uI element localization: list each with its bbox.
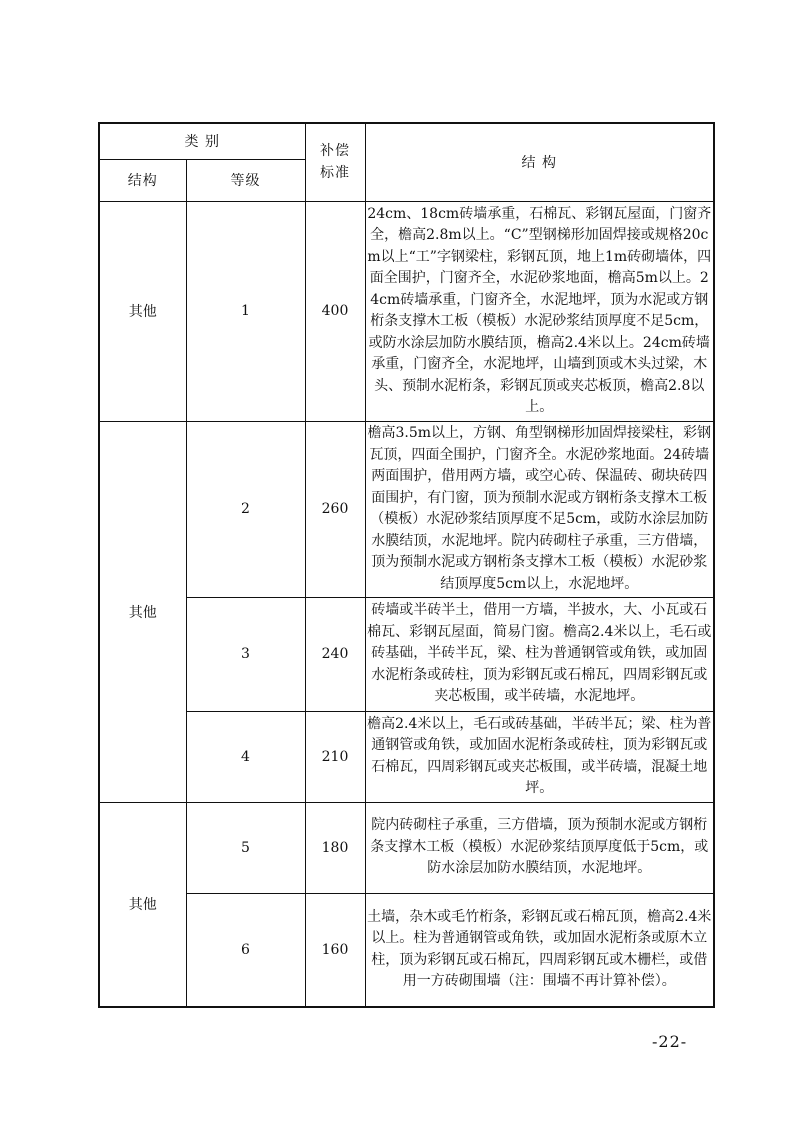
- row-grade: 4: [186, 711, 305, 802]
- table-row: [99, 802, 714, 893]
- header-category: 类 别: [99, 123, 305, 159]
- table-row: [99, 597, 714, 711]
- row-standard: 210: [305, 711, 365, 802]
- row-structure: 其他: [99, 201, 186, 421]
- row-grade: 6: [186, 893, 305, 1007]
- row-structure: 其他: [99, 421, 186, 802]
- table-row: [99, 711, 714, 802]
- row-description: 檐高3.5m以上，方钢、角型钢梯形加固焊接梁柱，彩钢瓦顶，四面全围护，门窗齐全。水泥砂浆地面。24砖墙两面围护，借用两方墙，或空心砖、保温砖、砌块砖四面围护，有门窗，顶为预制水泥或方钢桁条支撑木工板（模板）水泥砂浆结顶厚度不足5cm，或防水涂层加防水膜结顶，水泥地坪。院内砖砌柱子承重，三方借墙，顶为预制水泥或方钢桁条支撑木工板（模板）水泥砂浆结顶厚度5cm以上，水泥地坪。: [365, 421, 714, 597]
- compensation-table: [98, 122, 715, 1008]
- row-description: 24cm、18cm砖墙承重，石棉瓦、彩钢瓦屋面，门窗齐全，檐高2.8m以上。“C”型钢梯形加固焊接或规格20cm以上“工”字钢梁柱，彩钢瓦顶，地上1m砖砌墙体，四面全围护，门窗齐全，水泥砂浆地面，檐高5m以上。24cm砖墙承重，门窗齐全，水泥地坪，顶为水泥或方钢桁条支撑木工板（模板）水泥砂浆结顶厚度不足5cm，或防水涂层加防水膜结顶，檐高2.4米以上。24cm砖墙承重，门窗齐全，水泥地坪，山墙到顶或木头过梁，木头、预制水泥桁条，彩钢瓦顶或夹芯板顶，檐高2.8以上。: [365, 201, 714, 421]
- row-standard: 160: [305, 893, 365, 1007]
- row-structure: 其他: [99, 802, 186, 1007]
- row-standard: 400: [305, 201, 365, 421]
- header-description: 结 构: [365, 123, 714, 201]
- header-grade: 等级: [186, 159, 305, 201]
- row-description: 檐高2.4米以上，毛石或砖基础，半砖半瓦；梁、柱为普通钢管或角铁，或加固水泥桁条或砖柱，顶为彩钢瓦或石棉瓦，四周彩钢瓦或夹芯板围，或半砖墙，混凝土地坪。: [365, 711, 714, 802]
- row-standard: 260: [305, 421, 365, 597]
- row-description: 院内砖砌柱子承重，三方借墙，顶为预制水泥或方钢桁条支撑木工板（模板）水泥砂浆结顶厚度低于5cm，或防水涂层加防水膜结顶，水泥地坪。: [365, 802, 714, 893]
- header-structure: 结构: [99, 159, 186, 201]
- row-grade: 2: [186, 421, 305, 597]
- page-number: -22-: [652, 1032, 688, 1051]
- table-row: [99, 201, 714, 421]
- header-compensation-standard: 补偿标准: [305, 123, 365, 201]
- table-row: [99, 893, 714, 1007]
- row-description: 土墙，杂木或毛竹桁条，彩钢瓦或石棉瓦顶，檐高2.4米以上。柱为普通钢管或角铁，或加固水泥桁条或原木立柱，顶为彩钢瓦或石棉瓦，四周彩钢瓦或木栅栏，或借用一方砖砌围墙（注：围墙不再计算补偿）。: [365, 893, 714, 1007]
- table-row: [99, 421, 714, 597]
- row-standard: 240: [305, 597, 365, 711]
- row-grade: 5: [186, 802, 305, 893]
- row-description: 砖墙或半砖半土，借用一方墙，半披水，大、小瓦或石棉瓦、彩钢瓦屋面，简易门窗。檐高2.4米以上，毛石或砖基础，半砖半瓦，梁、柱为普通钢管或角铁，或加固水泥桁条或砖柱，顶为彩钢瓦或石棉瓦，四周彩钢瓦或夹芯板围，或半砖墙，水泥地坪。: [365, 597, 714, 711]
- row-grade: 3: [186, 597, 305, 711]
- row-standard: 180: [305, 802, 365, 893]
- row-grade: 1: [186, 201, 305, 421]
